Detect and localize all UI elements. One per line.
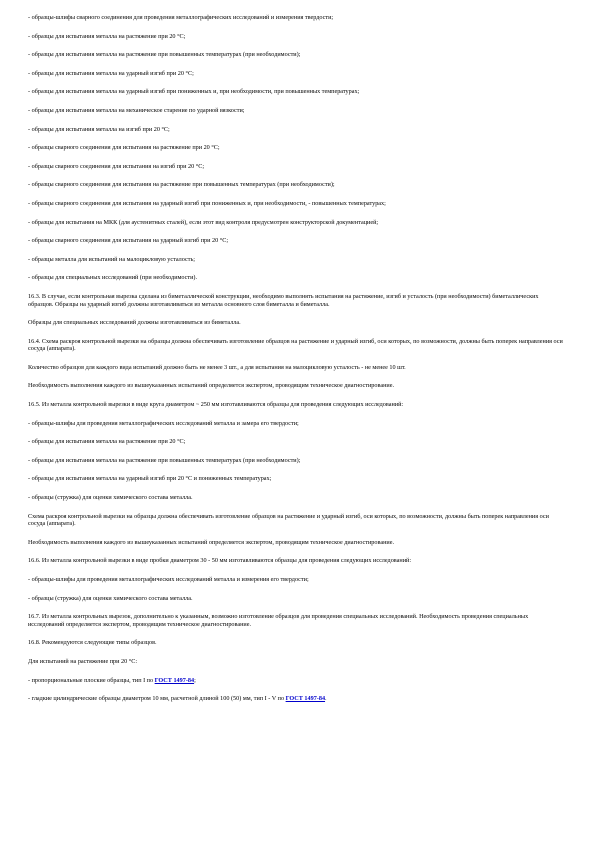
paragraph-text: 16.7. Из металла контрольных вырезок, дополнительно к указанным, возможно изготовление образцов для проведения специальных исследований. Необходимость проведения специальных исследований определяется экспертом, проводящим техническое диагностирование. — [28, 613, 529, 628]
paragraph-text: 16.5. Из металла контрольной вырезки в виде круга диаметром ~ 250 мм изготавливаются образцы для проведения следующих исследований: — [28, 401, 404, 409]
paragraph — [28, 181, 564, 189]
paragraph-text: Образцы для специальных исследований должны изготавливаться из биметалла. — [28, 319, 241, 327]
paragraph — [28, 513, 564, 528]
paragraph — [28, 107, 564, 115]
paragraph — [28, 438, 564, 446]
gost-link[interactable]: ГОСТ 1497-84 — [154, 676, 195, 684]
paragraph-text: - пропорциональные плоские образцы, тип I по — [28, 676, 155, 684]
paragraph — [28, 494, 564, 502]
paragraph-text: 16.8. Рекомендуются следующие типы образцов. — [28, 639, 157, 647]
paragraph-text: - образцы сварного соединения для испытания на растяжение при повышенных температурах (при необходимости); — [28, 181, 335, 189]
paragraph — [28, 420, 564, 428]
paragraph-text: - образцы для испытания металла на растяжение при 20 °С; — [28, 438, 186, 446]
paragraph — [28, 293, 564, 308]
paragraph-text: Количество образцов для каждого вида испытаний должно быть не менее 3 шт., а для испытания на малоцикловую усталость - не менее 10 шт. — [28, 363, 406, 371]
paragraph — [28, 51, 564, 59]
paragraph-text: Схема раскроя контрольной вырезки на образцы должна обеспечивать изготовление образцов на растяжение и ударный изгиб, оси которых, по возможности, должны быть поперек направления оси сосуда (аппарата). — [28, 512, 549, 528]
paragraph-text: - образцы для специальных исследований (при необходимости). — [28, 274, 198, 282]
paragraph — [28, 539, 564, 547]
paragraph — [28, 677, 564, 685]
paragraph-text: - образцы для испытания металла на растяжение при повышенных температурах (при необходимости); — [28, 51, 301, 59]
paragraph-text: - образцы для испытания металла на изгиб при 20 °С; — [28, 125, 170, 133]
paragraph-text: - образцы для испытания металла на растяжение при повышенных температурах (при необходимости); — [28, 456, 301, 464]
paragraph — [28, 695, 564, 703]
paragraph-text: 16.6. Из металла контрольной вырезки в виде пробки диаметром 30 - 50 мм изготавливаются образцы для проведения следующих исследований: — [28, 557, 412, 565]
gost-link[interactable]: ГОСТ 1497-84 — [285, 695, 326, 703]
paragraph — [28, 144, 564, 152]
paragraph — [28, 163, 564, 171]
paragraph-text: - образцы для испытания металла на растяжение при 20 °С; — [28, 32, 186, 40]
paragraph — [28, 475, 564, 483]
paragraph — [28, 274, 564, 282]
paragraph — [28, 126, 564, 134]
paragraph-text: - гладкие цилиндрические образцы диаметром 10 мм, расчетной длиной 100 (50) мм, тип I - V по — [28, 695, 286, 703]
document-body — [28, 14, 564, 714]
paragraph — [28, 557, 564, 565]
paragraph-text: Необходимость выполнения каждого из вышеуказанных испытаний определяется экспертом, проводящим техническое диагностирование. — [28, 538, 394, 546]
paragraph-text: - образцы сварного соединения для испытания на растяжение при 20 °С; — [28, 144, 220, 152]
paragraph-text: 16.4. Схема раскроя контрольной вырезки на образцы должна обеспечивать изготовление образцов на растяжение и ударный изгиб, оси которых, по возможности, должны быть поперек направления оси сосуда (аппарата). — [28, 337, 563, 353]
paragraph-text: - образцы металла для испытаний на малоцикловую усталость; — [28, 255, 196, 263]
paragraph-text: - образцы-шлифы для проведения металлографических исследований металла и замера его твердости; — [28, 419, 299, 427]
paragraph — [28, 237, 564, 245]
paragraph — [28, 88, 564, 96]
paragraph — [28, 639, 564, 647]
paragraph — [28, 457, 564, 465]
paragraph — [28, 219, 564, 227]
paragraph — [28, 200, 564, 208]
paragraph-text: - образцы для испытания металла на ударный изгиб при 20 °С и пониженных температурах; — [28, 475, 272, 483]
paragraph-text: - образцы для испытания металла на ударный изгиб при пониженных и, при необходимости, при повышенных температурах; — [28, 88, 360, 96]
paragraph — [28, 382, 564, 390]
paragraph — [28, 401, 564, 409]
paragraph-text: 16.3. В случае, если контрольная вырезка сделана из биметаллической конструкции, необходимо выполнять испытания на растяжение, изгиб и усталость (при необходимости) биметаллических образцов. Образцы на ударный изгиб должны изготавливаться из металла основного слоя биметалла и биметалла. — [28, 292, 539, 308]
paragraph-text: - образцы для испытания металла на механическое старение по ударной вязкости; — [28, 106, 245, 114]
paragraph-text: - образцы для испытания на МКК (для аустенитных сталей), если этот вид контроля предусмотрен конструкторской документацией; — [28, 218, 379, 226]
paragraph — [28, 576, 564, 584]
paragraph-tail: ; — [194, 676, 196, 684]
paragraph — [28, 14, 564, 22]
paragraph — [28, 70, 564, 78]
paragraph-text: - образцы-шлифы сварного соединения для проведения металлографических исследований и измерения твердости; — [28, 14, 334, 21]
paragraph — [28, 319, 564, 327]
paragraph — [28, 256, 564, 264]
paragraph-text: - образцы (стружка) для оценки химического состава металла. — [28, 594, 193, 602]
paragraph-text: - образцы для испытания металла на ударный изгиб при 20 °С; — [28, 69, 194, 77]
paragraph-tail: . — [325, 695, 327, 703]
paragraph-text: - образцы сварного соединения для испытания на изгиб при 20 °С; — [28, 162, 205, 170]
paragraph — [28, 338, 564, 353]
paragraph-text: Для испытаний на растяжение при 20 °С: — [28, 657, 138, 665]
paragraph — [28, 595, 564, 603]
paragraph-text: - образцы (стружка) для оценки химического состава металла. — [28, 494, 193, 502]
paragraph — [28, 658, 564, 666]
paragraph-text: - образцы-шлифы для проведения металлографических исследований металла и измерения его твердости; — [28, 576, 309, 583]
paragraph-text: Необходимость выполнения каждого из вышеуказанных испытаний определяется экспертом, проводящим техническое диагностирование. — [28, 382, 394, 390]
paragraph-text: - образцы сварного соединения для испытания на ударный изгиб при пониженных и, при необходимости, - повышенных температурах; — [28, 199, 386, 207]
paragraph — [28, 33, 564, 41]
paragraph-text: - образцы сварного соединения для испытания на ударный изгиб при 20 °С; — [28, 237, 229, 245]
paragraph — [28, 364, 564, 372]
paragraph — [28, 613, 564, 628]
